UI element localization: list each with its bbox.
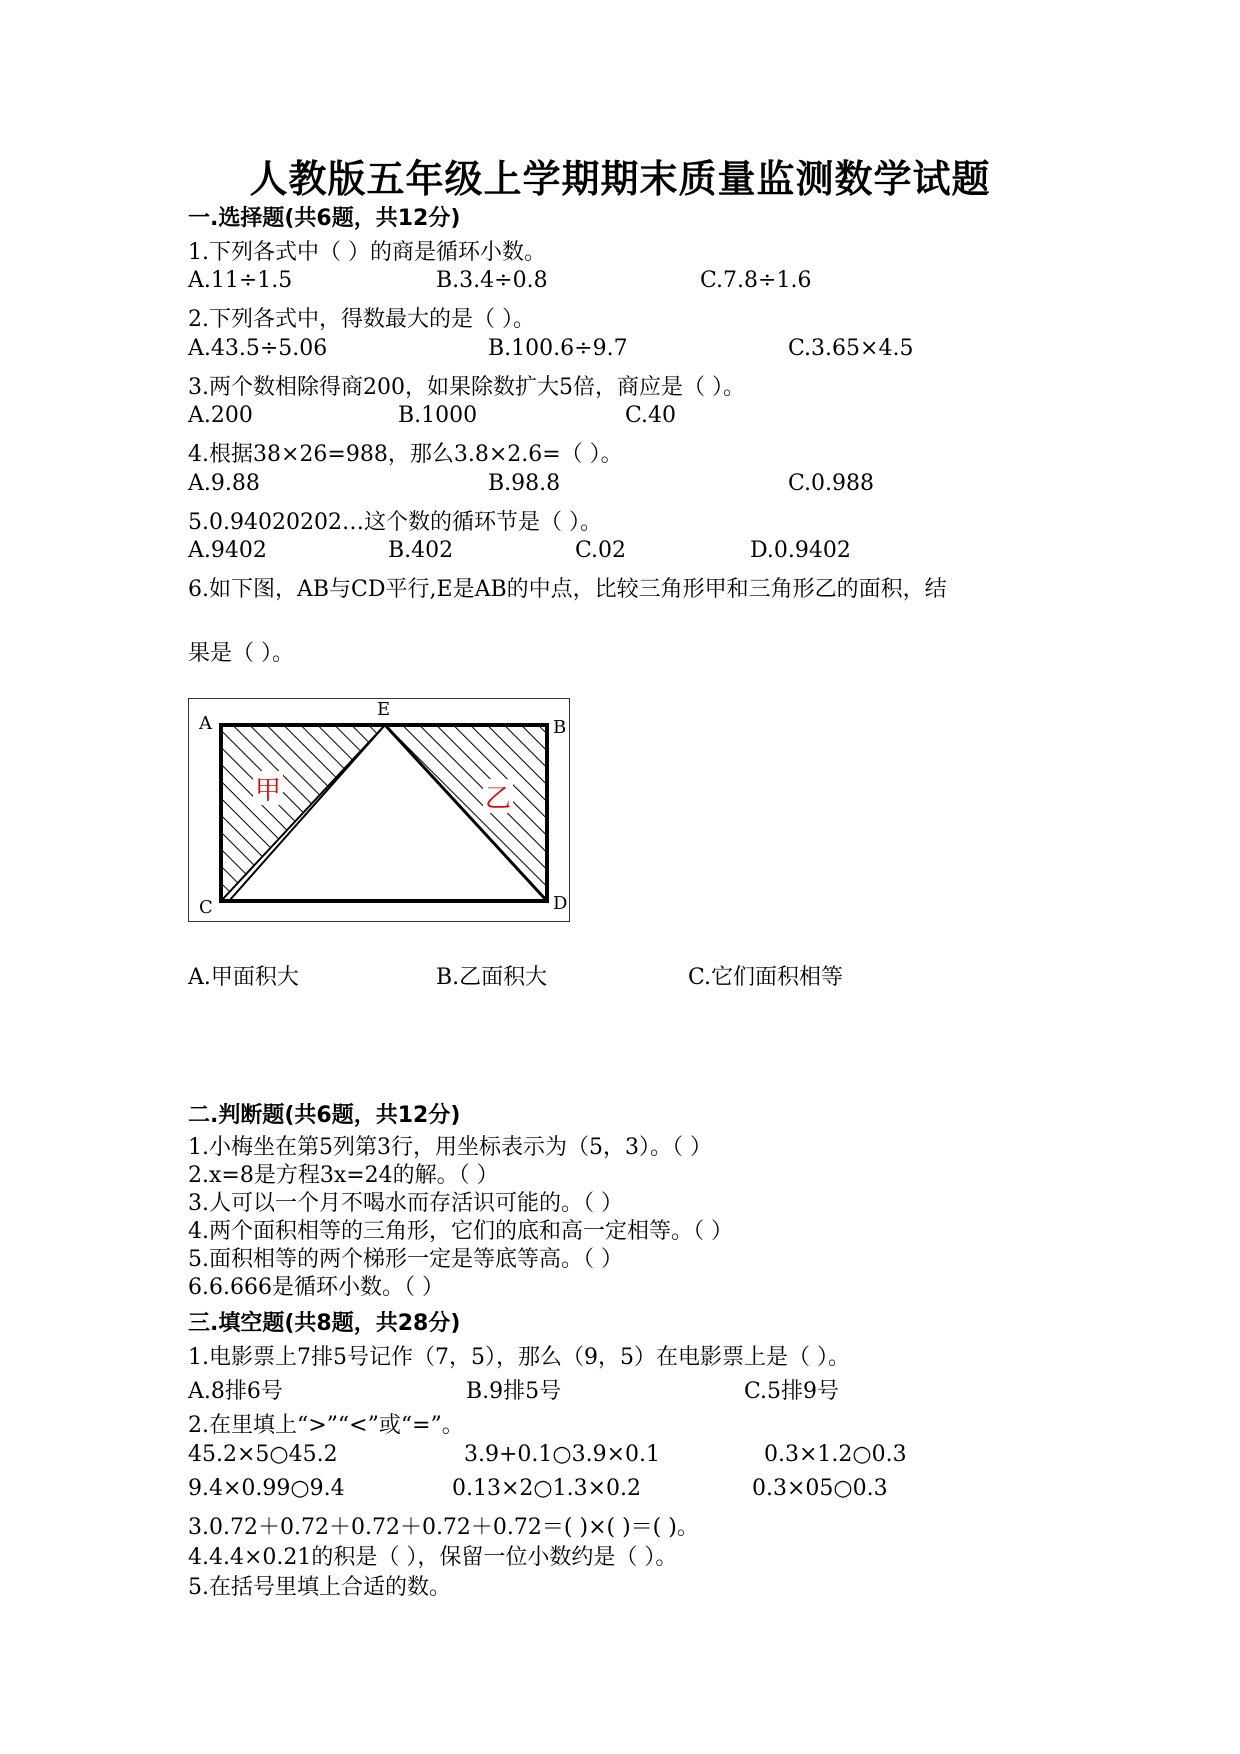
page-title: 人教版五年级上学期期末质量监测数学试题 — [249, 156, 991, 201]
label-d: D — [553, 893, 568, 914]
q3-option-b: B.1000 — [398, 403, 478, 428]
figure-diagram — [189, 699, 569, 921]
triangle-figure — [188, 698, 570, 922]
judgement-item: 4.两个面积相等的三角形，它们的底和高一定相等。（ ） — [188, 1219, 733, 1244]
compare-item: 0.3×05○0.3 — [752, 1476, 888, 1501]
fill-q3-stem: 3.0.72＋0.72＋0.72＋0.72＋0.72＝( )×( )＝( )。 — [188, 1515, 699, 1540]
q6-stem-line1: 6.如下图，AB与CD平行,E是AB的中点，比较三角形甲和三角形乙的面积，结 — [188, 577, 947, 602]
compare-item: 45.2×5○45.2 — [188, 1442, 338, 1467]
q5-option-b: B.402 — [388, 538, 454, 563]
label-a: A — [199, 713, 212, 734]
fill-q2-stem: 2.在里填上“>”“<”或“=”。 — [188, 1413, 464, 1438]
label-c: C — [199, 897, 213, 918]
fill-q1-option-a: A.8排6号 — [188, 1379, 283, 1404]
compare-item: 9.4×0.99○9.4 — [188, 1476, 345, 1501]
judgement-item: 5.面积相等的两个梯形一定是等底等高。（ ） — [188, 1247, 623, 1272]
section-heading-choice: 一.选择题(共6题，共12分) — [188, 206, 461, 231]
q4-stem: 4.根据38×26=988，那么3.8×2.6=（ ）。 — [188, 442, 623, 467]
q3-stem: 3.两个数相除得商200，如果除数扩大5倍，商应是（ ）。 — [188, 375, 745, 400]
judgement-item: 1.小梅坐在第5列第3行，用坐标表示为（5，3）。（ ） — [188, 1135, 712, 1160]
fill-q4-stem: 4.4.4×0.21的积是（ ），保留一位小数约是（ ）。 — [188, 1545, 678, 1570]
q5-stem: 5.0.94020202…这个数的循环节是（ ）。 — [188, 510, 602, 535]
section-heading-judgement: 二.判断题(共6题，共12分) — [188, 1103, 461, 1128]
q5-option-c: C.02 — [575, 538, 627, 563]
q6-option-b: B.乙面积大 — [436, 965, 548, 990]
compare-item: 0.13×2○1.3×0.2 — [452, 1476, 642, 1501]
judgement-item: 3.人可以一个月不喝水而存活识可能的。（ ） — [188, 1191, 623, 1216]
q2-option-c: C.3.65×4.5 — [788, 336, 914, 361]
q1-option-c: C.7.8÷1.6 — [700, 268, 812, 293]
q5-option-d: D.0.9402 — [750, 538, 851, 563]
compare-item: 0.3×1.2○0.3 — [764, 1442, 907, 1467]
label-yi: 乙 — [485, 784, 512, 814]
q5-option-a: A.9402 — [188, 538, 267, 563]
label-b: B — [553, 717, 567, 738]
section-heading-fill-in: 三.填空题(共8题，共28分) — [188, 1311, 461, 1336]
q2-stem: 2.下列各式中，得数最大的是（ ）。 — [188, 307, 535, 332]
label-jia: 甲 — [255, 776, 282, 806]
q6-option-c: C.它们面积相等 — [688, 965, 844, 990]
q2-option-b: B.100.6÷9.7 — [488, 336, 628, 361]
fill-q1-option-b: B.9排5号 — [466, 1379, 562, 1404]
q4-option-c: C.0.988 — [788, 471, 875, 496]
q1-option-a: A.11÷1.5 — [188, 268, 293, 293]
judgement-item: 2.x=8是方程3x=24的解。（ ） — [188, 1163, 499, 1188]
q1-option-b: B.3.4÷0.8 — [436, 268, 548, 293]
fill-q1-option-c: C.5排9号 — [744, 1379, 840, 1404]
q3-option-a: A.200 — [188, 403, 253, 428]
q1-stem: 1.下列各式中（ ）的商是循环小数。 — [188, 240, 546, 265]
q6-option-a: A.甲面积大 — [188, 965, 299, 990]
q4-option-a: A.9.88 — [188, 471, 260, 496]
fill-q5-stem: 5.在括号里填上合适的数。 — [188, 1575, 451, 1600]
q2-option-a: A.43.5÷5.06 — [188, 336, 328, 361]
q4-option-b: B.98.8 — [488, 471, 561, 496]
compare-item: 3.9+0.1○3.9×0.1 — [464, 1442, 661, 1467]
q3-option-c: C.40 — [625, 403, 677, 428]
q6-stem-line2: 果是（ ）。 — [188, 641, 294, 666]
fill-q1-stem: 1.电影票上7排5号记作（7，5），那么（9，5）在电影票上是（ ）。 — [188, 1345, 850, 1370]
label-e: E — [377, 699, 391, 720]
judgement-item: 6.6.666是循环小数。（ ） — [188, 1275, 444, 1300]
